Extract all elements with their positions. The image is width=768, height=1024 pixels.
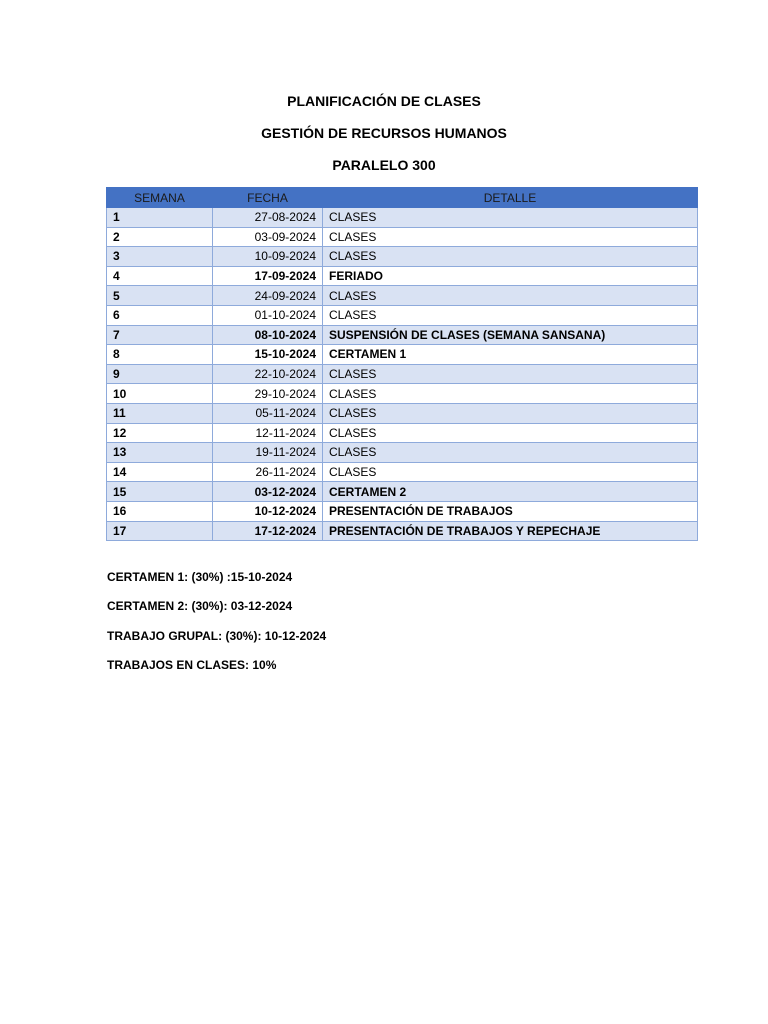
cell-detail: FERIADO [323,266,698,286]
cell-date: 10-12-2024 [213,501,323,521]
cell-week: 17 [107,521,213,541]
table-header-row [107,188,698,208]
table-row [107,423,698,443]
course-name: GESTIÓN DE RECURSOS HUMANOS [261,125,507,141]
cell-detail: CLASES [323,364,698,384]
cell-date: 08-10-2024 [213,325,323,345]
cell-detail: CLASES [323,384,698,404]
cell-date: 22-10-2024 [213,364,323,384]
cell-week: 6 [107,305,213,325]
cell-detail: CLASES [323,208,698,228]
header-detail: DETALLE [323,188,698,208]
table-row [107,384,698,404]
cell-date: 24-09-2024 [213,286,323,306]
cell-detail: CLASES [323,443,698,463]
cell-detail: SUSPENSIÓN DE CLASES (SEMANA SANSANA) [323,325,698,345]
cell-week: 10 [107,384,213,404]
table-row [107,521,698,541]
cell-week: 4 [107,266,213,286]
cell-week: 7 [107,325,213,345]
cell-week: 13 [107,443,213,463]
section-label: PARALELO 300 [332,157,436,173]
cell-detail: PRESENTACIÓN DE TRABAJOS Y REPECHAJE [323,521,698,541]
cell-detail: CLASES [323,227,698,247]
cell-date: 17-09-2024 [213,266,323,286]
table-row [107,403,698,423]
cell-week: 14 [107,462,213,482]
schedule-body [107,208,698,541]
cell-detail: CERTAMEN 2 [323,482,698,502]
cell-detail: CLASES [323,247,698,267]
note-trabajo-grupal: TRABAJO GRUPAL: (30%): 10-12-2024 [107,628,327,643]
header-date: FECHA [213,188,323,208]
cell-week: 3 [107,247,213,267]
cell-week: 16 [107,501,213,521]
cell-week: 5 [107,286,213,306]
note-certamen-2: CERTAMEN 2: (30%): 03-12-2024 [107,599,293,614]
table-row [107,266,698,286]
table-row [107,364,698,384]
cell-week: 12 [107,423,213,443]
cell-date: 26-11-2024 [213,462,323,482]
cell-detail: CLASES [323,286,698,306]
cell-week: 2 [107,227,213,247]
cell-date: 12-11-2024 [213,423,323,443]
note-certamen-1: CERTAMEN 1: (30%) :15-10-2024 [107,570,293,584]
cell-date: 17-12-2024 [213,521,323,541]
table-row [107,227,698,247]
table-row [107,286,698,306]
cell-week: 15 [107,482,213,502]
cell-date: 29-10-2024 [213,384,323,404]
table-row [107,462,698,482]
cell-week: 1 [107,208,213,228]
header-week: SEMANA [107,188,213,208]
cell-date: 05-11-2024 [213,403,323,423]
table-row [107,325,698,345]
table-row [107,208,698,228]
table-row [107,345,698,365]
grading-notes [107,569,326,686]
cell-date: 03-09-2024 [213,227,323,247]
cell-date: 03-12-2024 [213,482,323,502]
cell-date: 15-10-2024 [213,345,323,365]
table-row [107,501,698,521]
cell-detail: CLASES [323,423,698,443]
table-row [107,305,698,325]
cell-detail: CLASES [323,305,698,325]
cell-week: 8 [107,345,213,365]
cell-date: 10-09-2024 [213,247,323,267]
schedule-table [106,187,698,541]
cell-detail: CLASES [323,403,698,423]
doc-title: PLANIFICACIÓN DE CLASES [287,93,481,109]
note-trabajos-clases: TRABAJOS EN CLASES: 10% [107,657,277,672]
cell-detail: CLASES [323,462,698,482]
document-header [0,92,768,188]
cell-date: 01-10-2024 [213,305,323,325]
table-row [107,247,698,267]
cell-date: 27-08-2024 [213,208,323,228]
cell-week: 11 [107,403,213,423]
cell-detail: PRESENTACIÓN DE TRABAJOS [323,501,698,521]
cell-detail: CERTAMEN 1 [323,345,698,365]
cell-week: 9 [107,364,213,384]
cell-date: 19-11-2024 [213,443,323,463]
table-row [107,482,698,502]
table-row [107,443,698,463]
